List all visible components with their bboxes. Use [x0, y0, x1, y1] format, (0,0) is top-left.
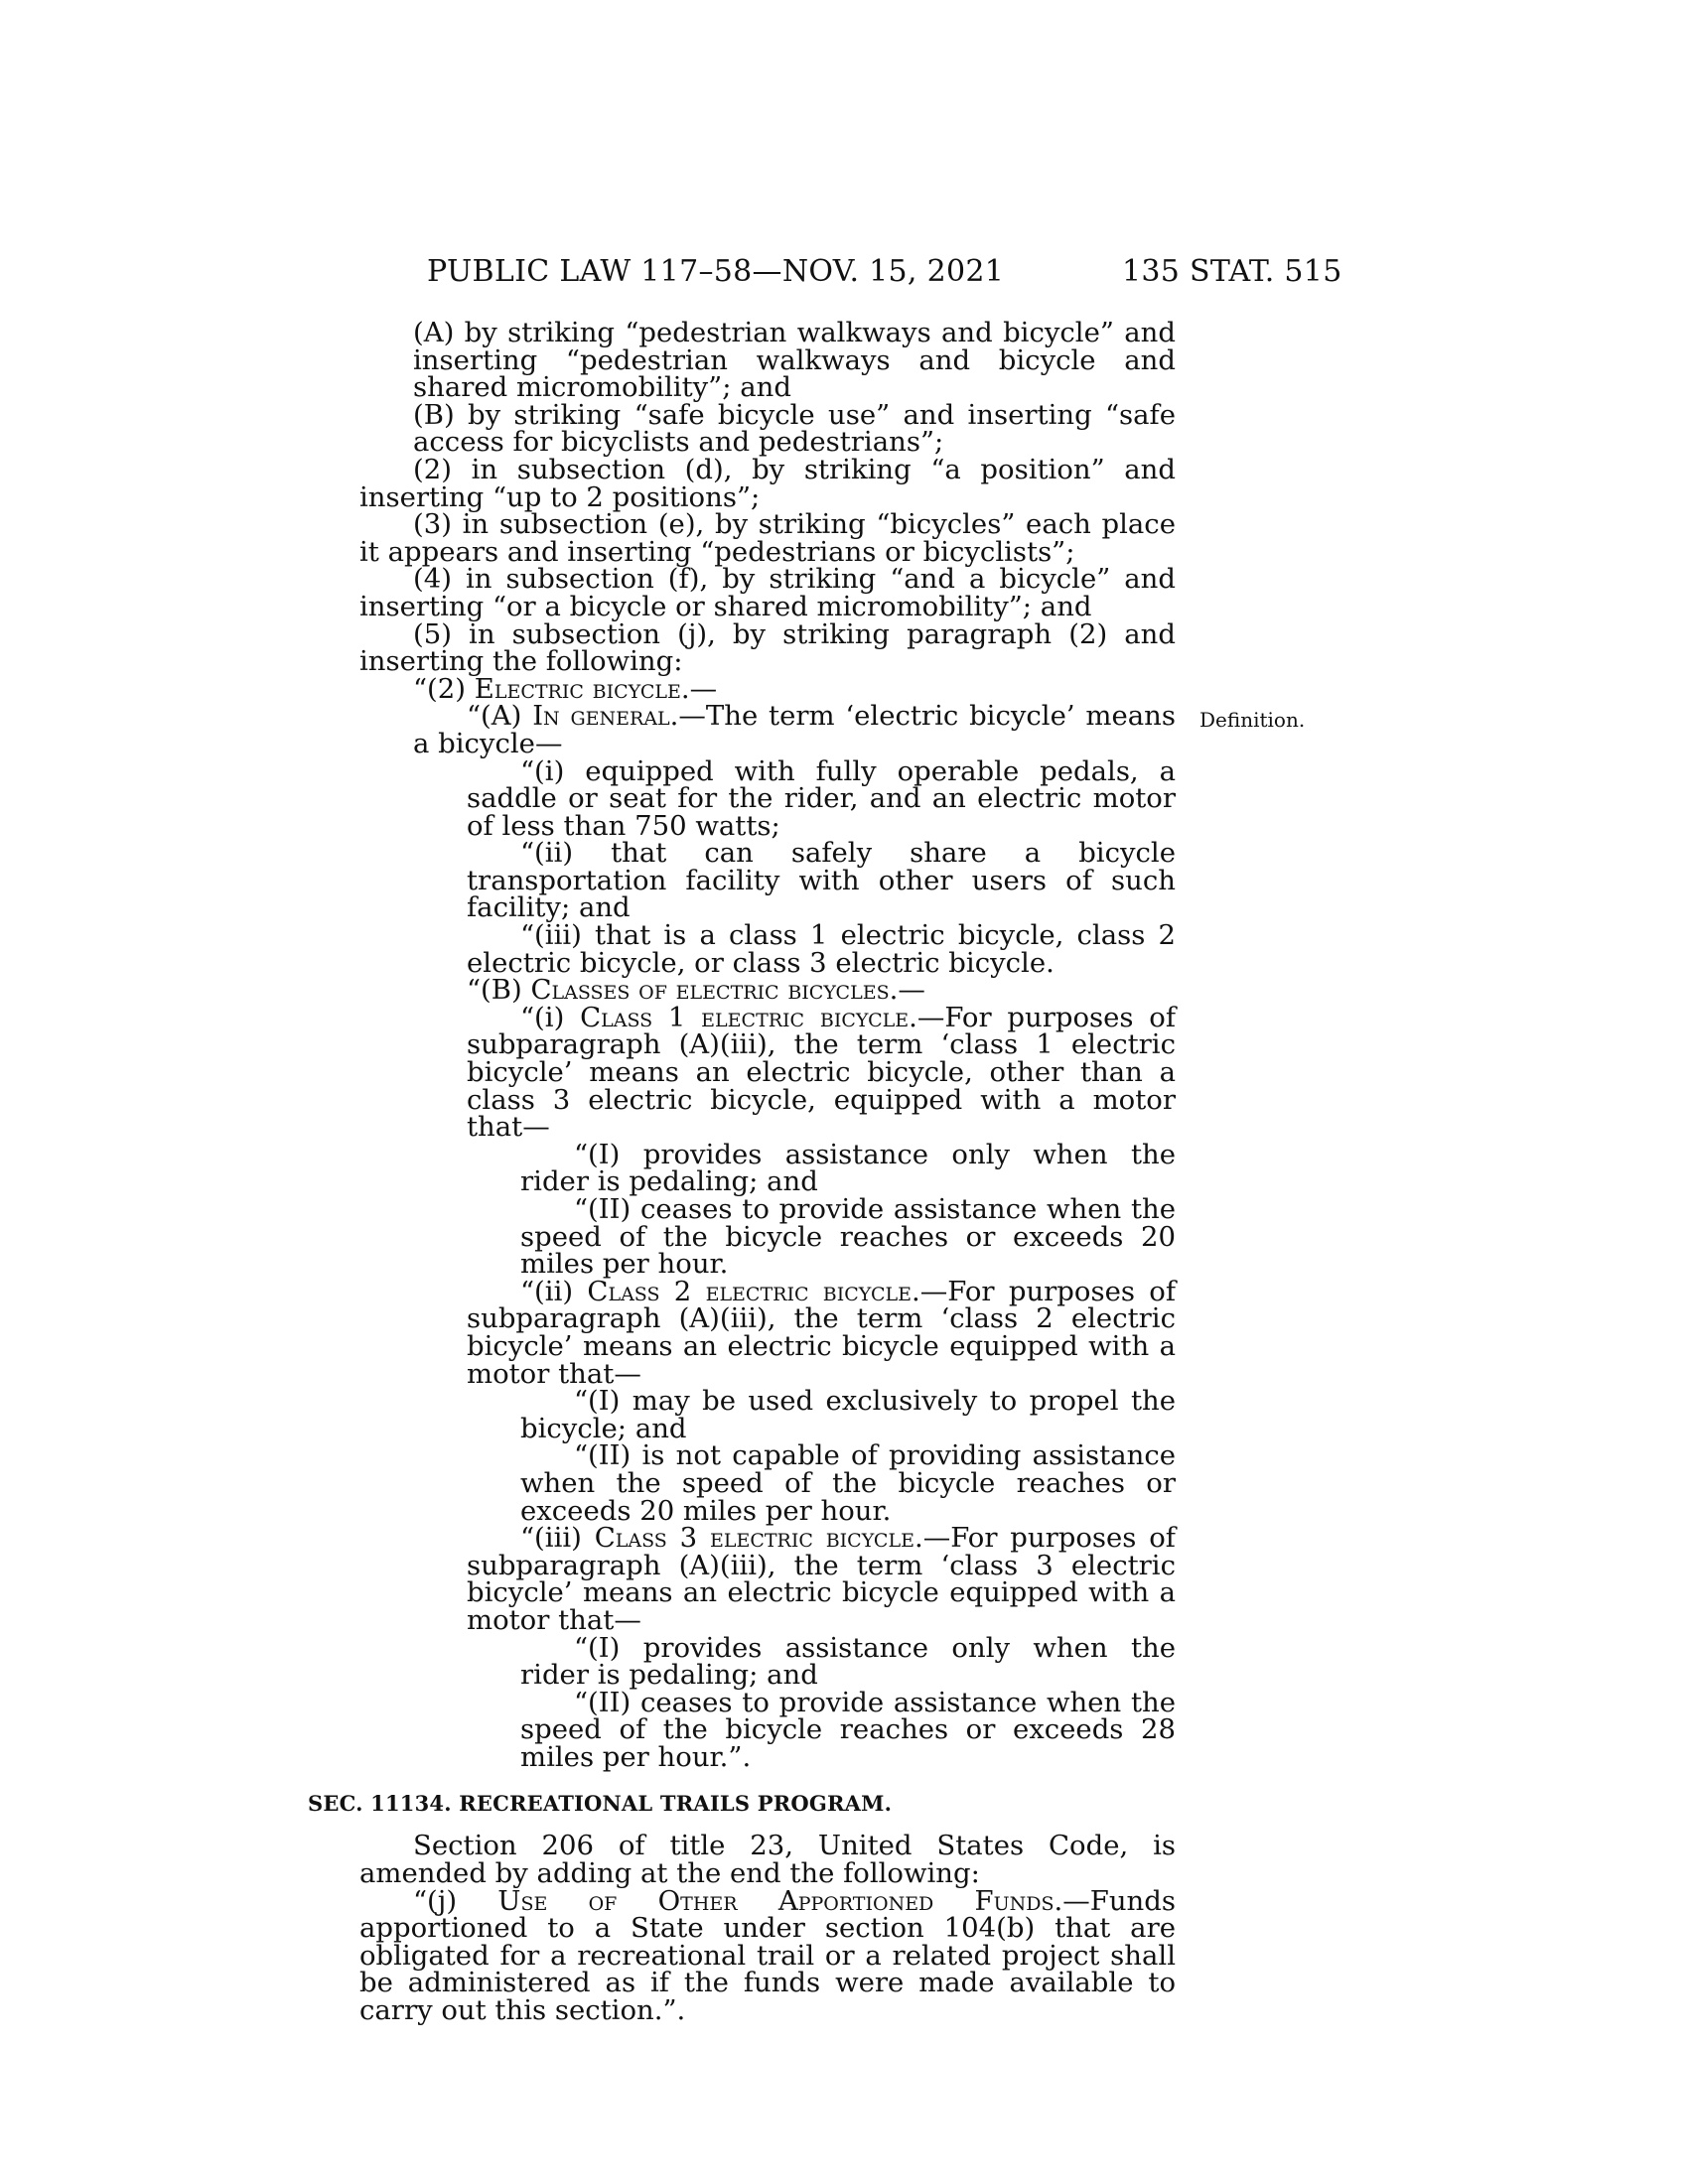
class-1-definition: “(i) Class 1 electric bicycle.—For purposes of subparagraph (A)(iii), the term ‘class 1 electric bicycle’ means an electric bicycle, other than a class 3 electric bicycle, equipped with a motor that— — [467, 1001, 1176, 1144]
subsection-j: “(j) Use of Other Apportioned Funds.—Funds apportioned to a State under section 104(b) that are obligated for a recreational trail or a related project shall be administered as if the funds were made available to carry out this section.”. — [359, 1884, 1176, 2027]
class-3-definition: “(iii) Class 3 electric bicycle.—For purposes of subparagraph (A)(iii), the term ‘class 3 electric bicycle’ means an electric bicycle equipped with a motor that— — [467, 1522, 1176, 1636]
paragraph-2-heading: “(2) Electric bicycle.— — [413, 672, 718, 705]
margin-note-definition: Definition. — [1199, 708, 1306, 732]
amendment-3: (3) in subsection (e), by striking “bicycles” each place it appears and inserting “pedestrians or bicyclists”; — [359, 508, 1176, 568]
class-2-item-I: “(I) may be used exclusively to propel the bicycle; and — [520, 1385, 1176, 1444]
class-2-definition: “(ii) Class 2 electric bicycle.—For purposes of subparagraph (A)(iii), the term ‘class 2 electric bicycle’ means an electric bicycle equipped with a motor that— — [467, 1275, 1176, 1390]
amendment-4: (4) in subsection (f), by striking “and a bicycle” and inserting “or a bicycle or shared micromobility”; and — [359, 563, 1176, 622]
amendment-B-text: (B) by striking “safe bicycle use” and inserting “safe access for bicyclists and pedestrians”; — [413, 398, 1176, 459]
section-heading: SEC. 11134. RECREATIONAL TRAILS PROGRAM. — [308, 1791, 893, 1817]
class-2-item-II: “(II) is not capable of providing assistance when the speed of the bicycle reaches or exceeds 20 miles per hour. — [520, 1439, 1176, 1527]
class-3-item-II: “(II) ceases to provide assistance when the speed of the bicycle reaches or exceeds 28 miles per hour.”. — [520, 1686, 1176, 1773]
running-head-title: PUBLIC LAW 117–58—NOV. 15, 2021 — [427, 254, 1005, 289]
subparagraph-A: “(A) In general.—The term ‘electric bicycle’ means a bicycle— — [413, 700, 1176, 759]
document-body — [308, 317, 1176, 2027]
page-number: 135 STAT. 515 — [1122, 254, 1342, 289]
class-1-item-I: “(I) provides assistance only when the rider is pedaling; and — [520, 1138, 1176, 1198]
amendment-5: (5) in subsection (j), by striking paragraph (2) and inserting the following: — [359, 617, 1176, 678]
subparagraph-B: “(B) Classes of electric bicycles.— — [467, 974, 925, 1007]
amendment-2: (2) in subsection (d), by striking “a position” and inserting “up to 2 positions”; — [359, 453, 1176, 513]
amendment-A: (A) by striking “pedestrian walkways and bicycle” and inserting “pedestrian walkways and bicycle and shared micromobility”; and — [413, 317, 1176, 404]
clause-A-ii: “(ii) that can safely share a bicycle transportation facility with other users of such facility; and — [467, 837, 1176, 924]
section-intro: Section 206 of title 23, United States Code, is amended by adding at the end the following: — [359, 1830, 1176, 1890]
clause-A-iii: “(iii) that is a class 1 electric bicycle, class 2 electric bicycle, or class 3 electric bicycle. — [467, 919, 1176, 979]
class-1-item-II: “(II) ceases to provide assistance when the speed of the bicycle reaches or exceeds 20 miles per hour. — [520, 1193, 1176, 1281]
class-3-item-I: “(I) provides assistance only when the rider is pedaling; and — [520, 1631, 1176, 1692]
clause-A-i: “(i) equipped with fully operable pedals, a saddle or seat for the rider, and an electric motor of less than 750 watts; — [467, 754, 1176, 842]
amendment-B — [359, 398, 1176, 459]
